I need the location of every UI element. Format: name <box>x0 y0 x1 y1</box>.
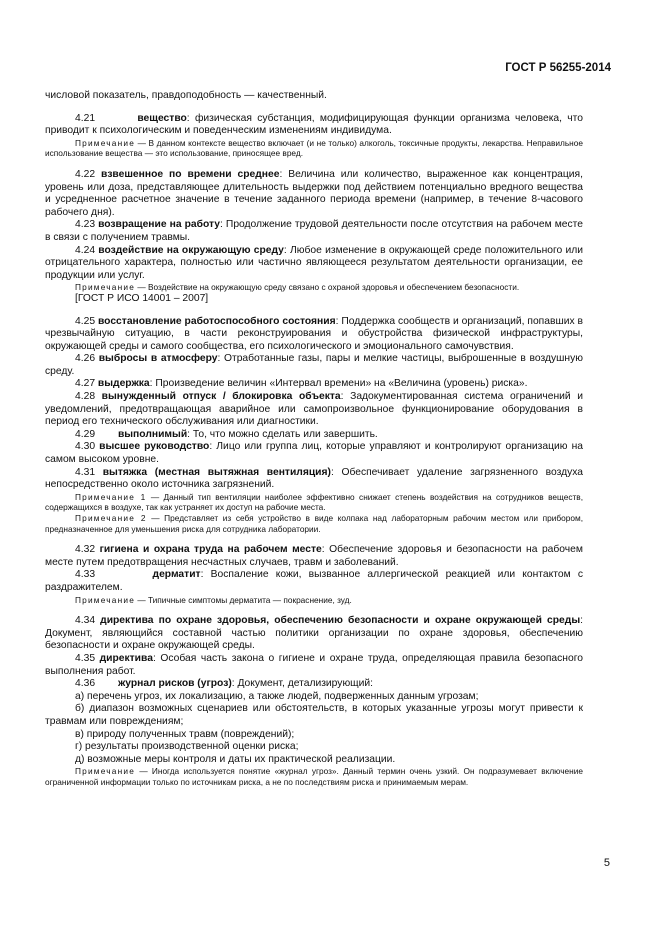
note-label: Примечание 2 <box>75 513 147 523</box>
term-definition: : То, что можно сделать или завершить. <box>187 428 378 440</box>
term-number: 4.27 <box>75 378 96 390</box>
term-number: 4.32 <box>75 544 96 556</box>
term-title: гигиена и охрана труда на рабочем месте <box>99 544 322 556</box>
term-number: 4.24 <box>75 244 96 256</box>
term-number: 4.23 <box>75 219 96 231</box>
term-4-26 <box>45 353 583 378</box>
list-item: в) природу полученных травм (повреждений); <box>75 728 295 740</box>
term-definition: : физическая субстанция, модифицирующая функции организма человека, что приводит к психологическим и поведенческим изменениям индивидума. <box>45 112 584 137</box>
note-text: — В данном контексте вещество включает (и не только) алкоголь, токсичные продукты, лекарства. Неправильное использование вещества — это использование, приносящее вред. <box>45 137 583 159</box>
term-definition: : Воспаление кожи, вызванное аллергической реакцией или контактом с раздражителем. <box>45 569 583 593</box>
term-title: высшее руководство <box>99 441 210 453</box>
term-title: возвращение на работу <box>98 219 221 231</box>
term-4-36 <box>45 678 583 691</box>
term-4-27 <box>45 378 583 391</box>
term-definition: : Продолжение трудовой деятельности после отсутствия на рабочем месте в связи с получением травмы. <box>45 219 583 243</box>
document-code-header: ГОСТ Р 56255-2014 <box>505 62 611 74</box>
note-label: Примечание <box>75 282 136 293</box>
term-title: вещество <box>137 112 187 124</box>
page-number: 5 <box>603 857 610 869</box>
term-title: восстановление работоспособного состояния <box>97 315 336 327</box>
term-number: 4.30 <box>75 441 96 453</box>
note-text: — Типичные симптомы дерматита — покраснение, зуд. <box>135 594 352 605</box>
note-1-4-31 <box>45 492 583 513</box>
term-title: выполнимый <box>117 428 188 440</box>
term-4-25 <box>45 316 583 354</box>
term-definition: : Отработанные газы, пары и мелкие частицы, выброшенные в воздушную среду. <box>45 353 583 377</box>
list-item: д) возможные меры контроля и даты их практической реализации. <box>75 753 396 765</box>
term-number: 4.31 <box>75 466 96 478</box>
note-text: — Данный тип вентиляции наиболее эффективно снижает степень воздействия на сотрудников веществ, содержащихся в воздухе, так как устраняет их доступ на рабочие места. <box>45 491 584 513</box>
note-text: — Иногда используется понятие «журнал угроз». Данный термин очень узкий. Он подразумевает включение ограниченной информации только по источникам риска, а не по последствиям риска и принимаемым мерам. <box>45 766 583 787</box>
term-definition: : Обеспечивает удаление загрязненного воздуха непосредственно около источника загрязнений. <box>45 466 583 491</box>
term-definition: : Особая часть закона о гигиене и охране труда, определяющая правила безопасного выполнения работ. <box>45 652 583 677</box>
note-2-4-31 <box>45 513 583 534</box>
term-number: 4.33 <box>75 569 96 581</box>
term-title: дерматит <box>152 569 201 581</box>
term-definition: : Поддержка сообществ и организаций, попавших в чрезвычайную ситуацию, в части реконструирования и обустройства физической инфраструктуры, окружающей среды и самого сообщества, его психологического и эмоционального самочувствия. <box>45 315 583 352</box>
term-title: вынужденный отпуск / блокировка объекта <box>101 391 341 403</box>
term-number: 4.35 <box>75 652 96 664</box>
note-4-33 <box>45 595 583 606</box>
term-4-21 <box>45 113 583 138</box>
term-number: 4.25 <box>75 315 96 327</box>
term-definition: : Документ, детализирующий: <box>231 678 373 690</box>
term-number: 4.26 <box>75 353 96 365</box>
term-definition: : Лицо или группа лиц, которые управляют и контролируют организацию на самом высоком уровне. <box>45 441 583 466</box>
term-4-31 <box>45 467 583 492</box>
term-4-23 <box>45 219 583 244</box>
term-title: воздействие на окружающую среду <box>98 244 284 256</box>
term-number: 4.36 <box>75 678 96 690</box>
term-4-28 <box>45 391 583 429</box>
list-item: г) результаты производственной оценки риска; <box>75 741 299 753</box>
term-title: вытяжка (местная вытяжная вентиляция) <box>102 466 331 478</box>
term-4-30 <box>45 441 583 466</box>
intro-text: числовой показатель, правдоподобность — качественный. <box>45 90 327 101</box>
note-text: — Воздействие на окружающую среду связано с охраной здоровья и обеспечением безопасности. <box>135 282 520 293</box>
term-number: 4.29 <box>75 428 96 440</box>
note-4-36 <box>45 766 583 787</box>
term-4-24 <box>45 245 583 283</box>
term-definition: : Величина или количество, выраженное как концентрация, уровень или доза, представляющее длительность выдержки под действием потенциально вредного вещества и усредненное расчетное значение в течение заданного периода времени (например, в течение 8-часового рабочего дня). <box>45 168 583 218</box>
term-title: директива <box>99 652 153 664</box>
term-number: 4.34 <box>75 615 96 627</box>
term-title: директива по охране здоровья, обеспечению безопасности и охране окружающей среды <box>100 615 581 627</box>
term-definition: : Произведение величин «Интервал времени» на «Величина (уровень) риска». <box>149 378 528 390</box>
note-4-21 <box>45 138 583 159</box>
term-title: выбросы в атмосферу <box>98 353 218 365</box>
term-title: взвешенное по времени среднее <box>100 168 280 180</box>
term-4-29 <box>45 429 583 442</box>
term-number: 4.21 <box>75 112 96 124</box>
term-definition: : Задокументированная система ограничений и уведомлений, предотвращающая аварийное или самопроизвольное функционирование оборудования в период его технического обслуживания или диагностики. <box>45 391 583 428</box>
term-title: выдержка <box>97 378 150 390</box>
reference-4-24: [ГОСТ Р ИСО 14001 – 2007] <box>75 292 209 304</box>
term-4-32 <box>45 544 583 569</box>
term-4-33 <box>45 569 583 594</box>
term-4-34 <box>45 615 583 653</box>
term-definition: : Любое изменение в окружающей среде положительного или отрицательного характера, полностью или частично являющееся результатом деятельности организации, ее продукции или услуг. <box>45 244 583 281</box>
note-label: Примечание <box>75 766 136 777</box>
list-item: б) диапазон возможных сценариев или обстоятельств, в которых указанные угрозы могут привести к травмам или повреждениям; <box>45 703 583 727</box>
note-label: Примечание <box>75 137 136 148</box>
term-title: журнал рисков (угроз) <box>117 678 232 690</box>
term-4-35 <box>45 653 583 678</box>
term-4-22 <box>45 169 583 219</box>
term-number: 4.28 <box>75 391 96 403</box>
document-body <box>45 90 583 787</box>
term-definition: : Обеспечение здоровья и безопасности на рабочем месте путем предотвращения несчастных случаев, травм и заболеваний. <box>45 544 583 568</box>
note-label: Примечание <box>75 594 136 605</box>
term-definition: : Документ, являющийся составной частью политики организации по охране здоровья, обеспечению безопасности и охране окружающей среды. <box>45 615 583 652</box>
term-number: 4.22 <box>75 168 96 180</box>
note-text: — Представляет из себя устройство в виде колпака над лабораторным рабочим местом или прибором, предназначенное для уменьшения риска для сотрудника лаборатории. <box>45 513 584 534</box>
note-4-24 <box>45 282 583 293</box>
list-item: а) перечень угроз, их локализацию, а также людей, подверженных данным угрозам; <box>75 690 479 702</box>
note-label: Примечание 1 <box>75 491 147 502</box>
